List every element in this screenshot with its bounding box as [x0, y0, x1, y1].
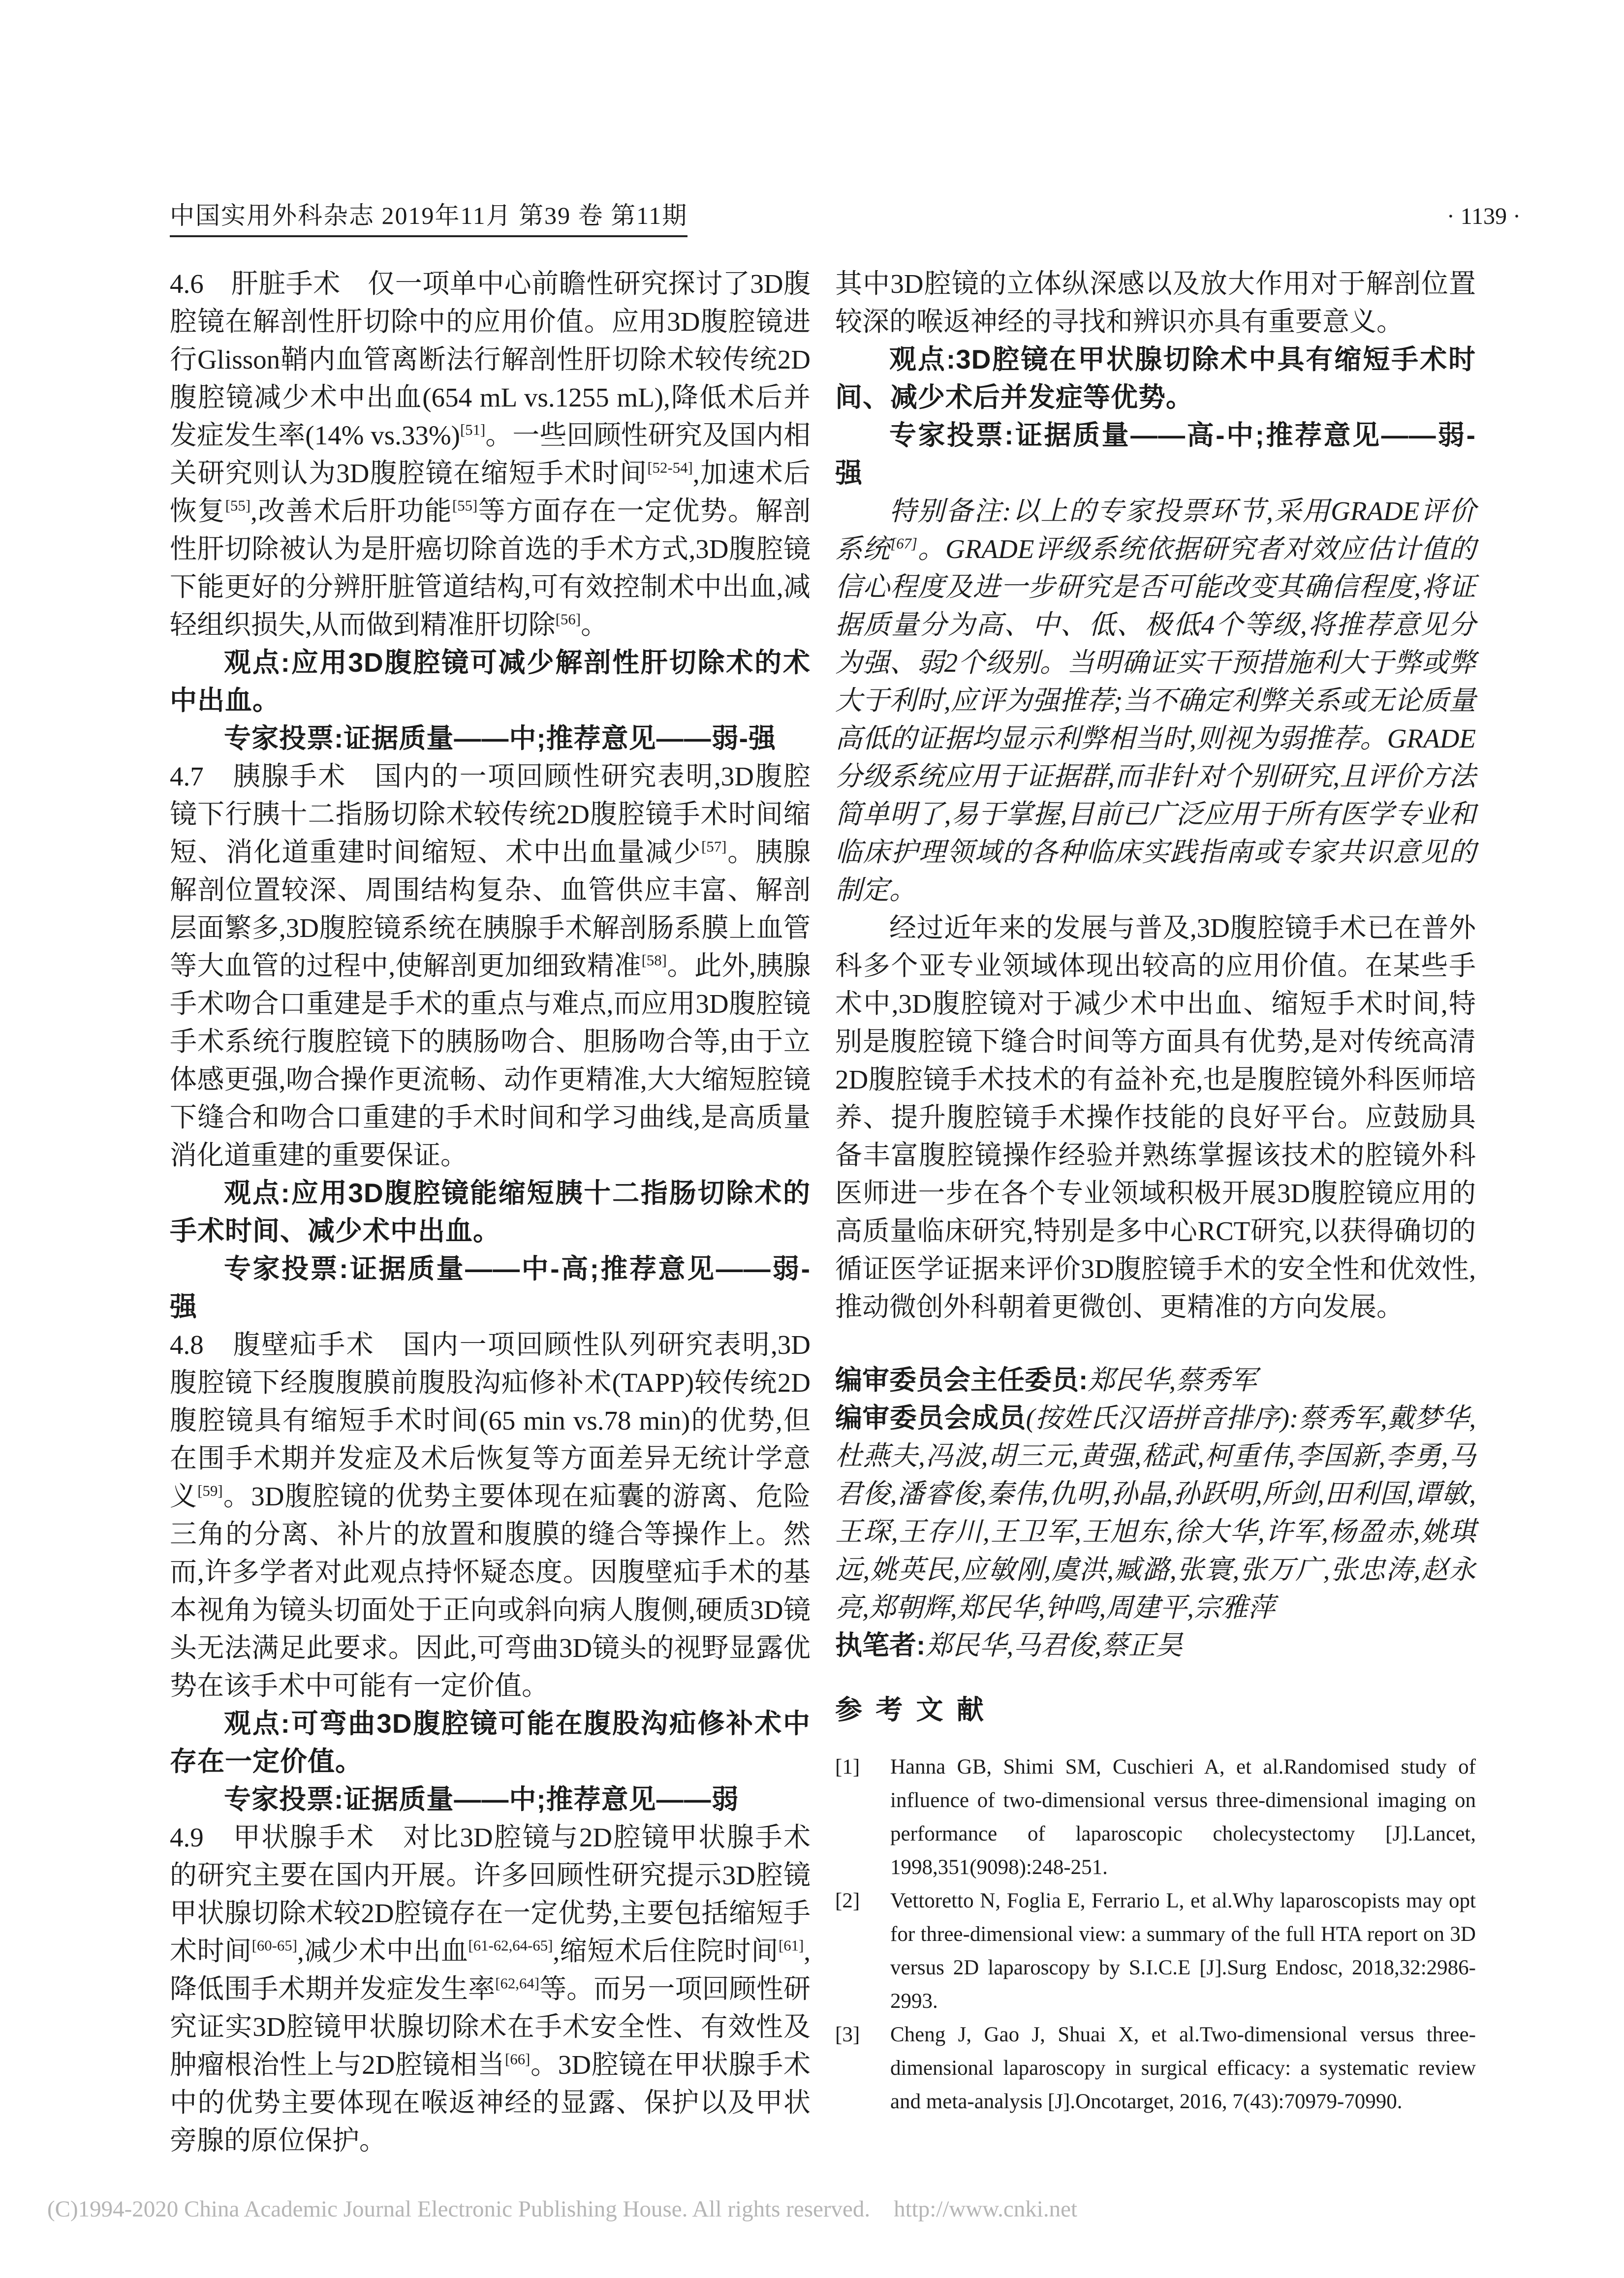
citation-marker: [60-65]	[251, 1937, 297, 1954]
bold-label: 执笔者:	[835, 1630, 926, 1660]
section-4-7-pancreas-surgery: 4.7 胰腺手术 国内的一项回顾性研究表明,3D腹腔镜下行胰十二指肠切除术较传统2D腹腔镜手术时间缩短、消化道重建时间缩短、术中出血量减少[57]。胰腺解剖位置较深、周围结构复杂、血管供应丰富、解剖层面繁多,3D腹腔镜系统在胰腺手术解剖肠系膜上血管等大血管的过程中,使解剖更加细致精准[58]。此外,胰腺手术吻合口重建是手术的重点与难点,而应用3D腹腔镜手术系统行腹腔镜下的胰肠吻合、胆肠吻合等,由于立体感更强,吻合操作更流畅、动作更精准,大大缩短腔镜下缝合和吻合口重建的手术时间和学习曲线,是高质量消化道重建的重要保证。	[170, 761, 811, 1170]
opinion-liver: 观点:应用3D腹腔镜可减少解剖性肝切除术的术中出血。	[170, 647, 811, 716]
text-column-left	[170, 265, 811, 2159]
page-footer	[47, 2196, 1573, 2222]
section-4-9-continuation: 其中3D腔镜的立体纵深感以及放大作用对于解剖位置较深的喉返神经的寻找和辨识亦具有重要意义。	[835, 269, 1476, 337]
citation-marker: [55]	[225, 497, 251, 514]
authors-line	[835, 1626, 1476, 1664]
citation-marker: [55]	[452, 497, 478, 514]
kai-text: 郑民华,蔡秀军	[1088, 1365, 1257, 1395]
opinion-pancreas: 观点:应用3D腹腔镜能缩短胰十二指肠切除术的手术时间、减少术中出血。	[170, 1178, 811, 1246]
opinion-hernia: 观点:可弯曲3D腹腔镜可能在腹股沟疝修补术中存在一定价值。	[170, 1708, 811, 1777]
expert-vote-thyroid: 专家投票:证据质量——高-中;推荐意见——弱-强	[835, 420, 1476, 488]
citation-marker: [52-54]	[647, 459, 693, 476]
citation-marker: [59]	[197, 1482, 223, 1499]
citation-marker: [58]	[641, 952, 667, 969]
citation-marker: [62,64]	[495, 1975, 539, 1992]
section-4-8-abdominal-wall-hernia: 4.8 腹壁疝手术 国内一项回顾性队列研究表明,3D腹腔镜下经腹腹膜前腹股沟疝修补术(TAPP)较传统2D腹腔镜具有缩短手术时间(65 min vs.78 min)的优势,但在围手术期并发症及术后恢复等方面差异无统计学意义[59]。3D腹腔镜的优势主要体现在疝囊的游离、危险三角的分离、补片的放置和腹膜的缝合等操作上。然而,许多学者对此观点持怀疑态度。因腹壁疝手术的基本视角为镜头切面处于正向或斜向病人腹侧,硬质3D镜头无法满足此要求。因此,可弯曲3D镜头的视野显露优势在该手术中可能有一定价值。	[170, 1330, 811, 1701]
citation-marker: [67]	[890, 535, 917, 552]
citation-marker: [56]	[555, 611, 581, 628]
citation-marker: [51]	[460, 421, 486, 438]
section-4-6-liver-surgery: 4.6 肝脏手术 仅一项单中心前瞻性研究探讨了3D腹腔镜在解剖性肝切除中的应用价值。应用3D腹腔镜进行Glisson鞘内血管离断法行解剖性肝切除术较传统2D腹腔镜减少术中出血(654 mL vs.1255 mL),降低术后并发症发生率(14% vs.33%)[51]。一些回顾性研究及国内相关研究则认为3D腹腔镜在缩短手术时间[52-54],加速术后恢复[55],改善术后肝功能[55]等方面存在一定优势。解剖性肝切除被认为是肝癌切除首选的手术方式,3D腹腔镜下能更好的分辨肝脏管道结构,可有效控制术中出血,减轻组织损失,从而做到精准肝切除[56]。	[170, 269, 811, 640]
citation-marker: [57]	[701, 838, 727, 855]
bold-label: 编审委员会主任委员:	[835, 1365, 1088, 1395]
expert-vote-pancreas: 专家投票:证据质量——中-高;推荐意见——弱-强	[170, 1253, 811, 1322]
citation-marker: [61]	[778, 1937, 804, 1954]
reference-3: [3] Cheng J, Gao J, Shuai X, et al.Two-dimensional versus three-dimensional laparoscopy in surgical efficacy: a systematic review and meta-analysis [J].Oncotarget, 2016, 7(43):70979-70990.	[835, 2018, 1476, 2119]
kai-text: (按姓氏汉语拼音排序):蔡秀军,戴梦华,杜燕夫,冯波,胡三元,黄强,嵇武,柯重伟,李国新,李勇,马君俊,潘睿俊,秦伟,仇明,孙晶,孙跃明,所剑,田利国,谭敏,王琛,王存川,王卫军,王旭东,徐大华,许军,杨盈赤,姚琪远,姚英民,应敏刚,虞洪,臧潞,张寰,张万广,张忠涛,赵永亮,郑朝辉,郑民华,钟鸣,周建平,宗雅萍	[835, 1403, 1476, 1623]
committee-members-line	[835, 1399, 1476, 1626]
references-heading: 参 考 文 献	[835, 1694, 987, 1725]
opinion-thyroid: 观点:3D腔镜在甲状腺切除术中具有缩短手术时间、减少术后并发症等优势。	[835, 344, 1476, 412]
kai-text: 郑民华,马君俊,蔡正昊	[925, 1630, 1183, 1660]
bold-label: 编审委员会成员	[835, 1403, 1026, 1433]
closing-paragraph: 经过近年来的发展与普及,3D腹腔镜手术已在普外科多个亚专业领域体现出较高的应用价值。在某些手术中,3D腹腔镜对于减少术中出血、缩短手术时间,特别是腹腔镜下缝合时间等方面具有优势,是对传统高清2D腹腔镜手术技术的有益补充,也是腹腔镜外科医师培养、提升腹腔镜手术操作技能的良好平台。应鼓励具备丰富腹腔镜操作经验并熟练掌握该技术的腔镜外科医师进一步在各个专业领域积极开展3D腹腔镜应用的高质量临床研究,特别是多中心RCT研究,以获得确切的循证医学证据来评价3D腹腔镜手术的安全性和优效性,推动微创外科朝着更微创、更精准的方向发展。	[835, 913, 1476, 1322]
page-header	[170, 196, 1521, 237]
copyright-notice: (C)1994-2020 China Academic Journal Electronic Publishing House. All rights reserved.	[47, 2196, 871, 2222]
reference-1: [1] Hanna GB, Shimi SM, Cuschieri A, et al.Randomised study of influence of two-dimensional versus three-dimensional imaging on performance of laparoscopic cholecystectomy [J].Lancet, 1998,351(9098):248-251.	[835, 1750, 1476, 1884]
journal-title: 中国实用外科杂志 2019年11月 第39 卷 第11期	[170, 196, 687, 237]
text-column-right	[835, 265, 1476, 2119]
expert-vote-liver: 专家投票:证据质量——中;推荐意见——弱-强	[224, 723, 776, 753]
citation-marker: [66]	[505, 2051, 531, 2068]
expert-vote-hernia: 专家投票:证据质量——中;推荐意见——弱	[224, 1784, 739, 1814]
section-4-9-thyroid-surgery: 4.9 甲状腺手术 对比3D腔镜与2D腔镜甲状腺手术的研究主要在国内开展。许多回顾性研究提示3D腔镜甲状腺切除术较2D腔镜存在一定优势,主要包括缩短手术时间[60-65],减少术中出血[61-62,64-65],缩短术后住院时间[61],降低围手术期并发症发生率[62,64]等。而另一项回顾性研究证实3D腔镜甲状腺切除术在手术安全性、有效性及肿瘤根治性上与2D腔镜相当[66]。3D腔镜在甲状腺手术中的优势主要体现在喉返神经的显露、保护以及甲状旁腺的原位保护。	[170, 1822, 811, 2155]
reference-number: [2]	[835, 1889, 860, 1912]
committee-chair-line	[835, 1361, 1476, 1399]
citation-marker: [61-62,64-65]	[468, 1937, 553, 1954]
reference-2: [2] Vettoretto N, Foglia E, Ferrario L, et al.Why laparoscopists may opt for three-dimensional view: a summary of the full HTA report on 3D versus 2D laparoscopy by S.I.C.E [J].Surg Endosc, 2018,32:2986-2993.	[835, 1884, 1476, 2018]
reference-number: [3]	[835, 2023, 860, 2046]
page-number: · 1139 ·	[1446, 203, 1521, 229]
cnki-url: http://www.cnki.net	[894, 2196, 1078, 2222]
special-note-grade: 特别备注:以上的专家投票环节,采用GRADE评价系统[67]。GRADE评级系统依据研究者对效应估计值的信心程度及进一步研究是否可能改变其确信程度,将证据质量分为高、中、低、极低4个等级,将推荐意见分为强、弱2个级别。当明确证实干预措施利大于弊或弊大于利时,应评为强推荐;当不确定利弊关系或无论质量高低的证据均显示利弊相当时,则视为弱推荐。GRADE分级系统应用于证据群,而非针对个别研究,且评价方法简单明了,易于掌握,目前已广泛应用于所有医学专业和临床护理领域的各种临床实践指南或专家共识意见的制定。	[835, 496, 1476, 905]
reference-number: [1]	[835, 1755, 860, 1779]
